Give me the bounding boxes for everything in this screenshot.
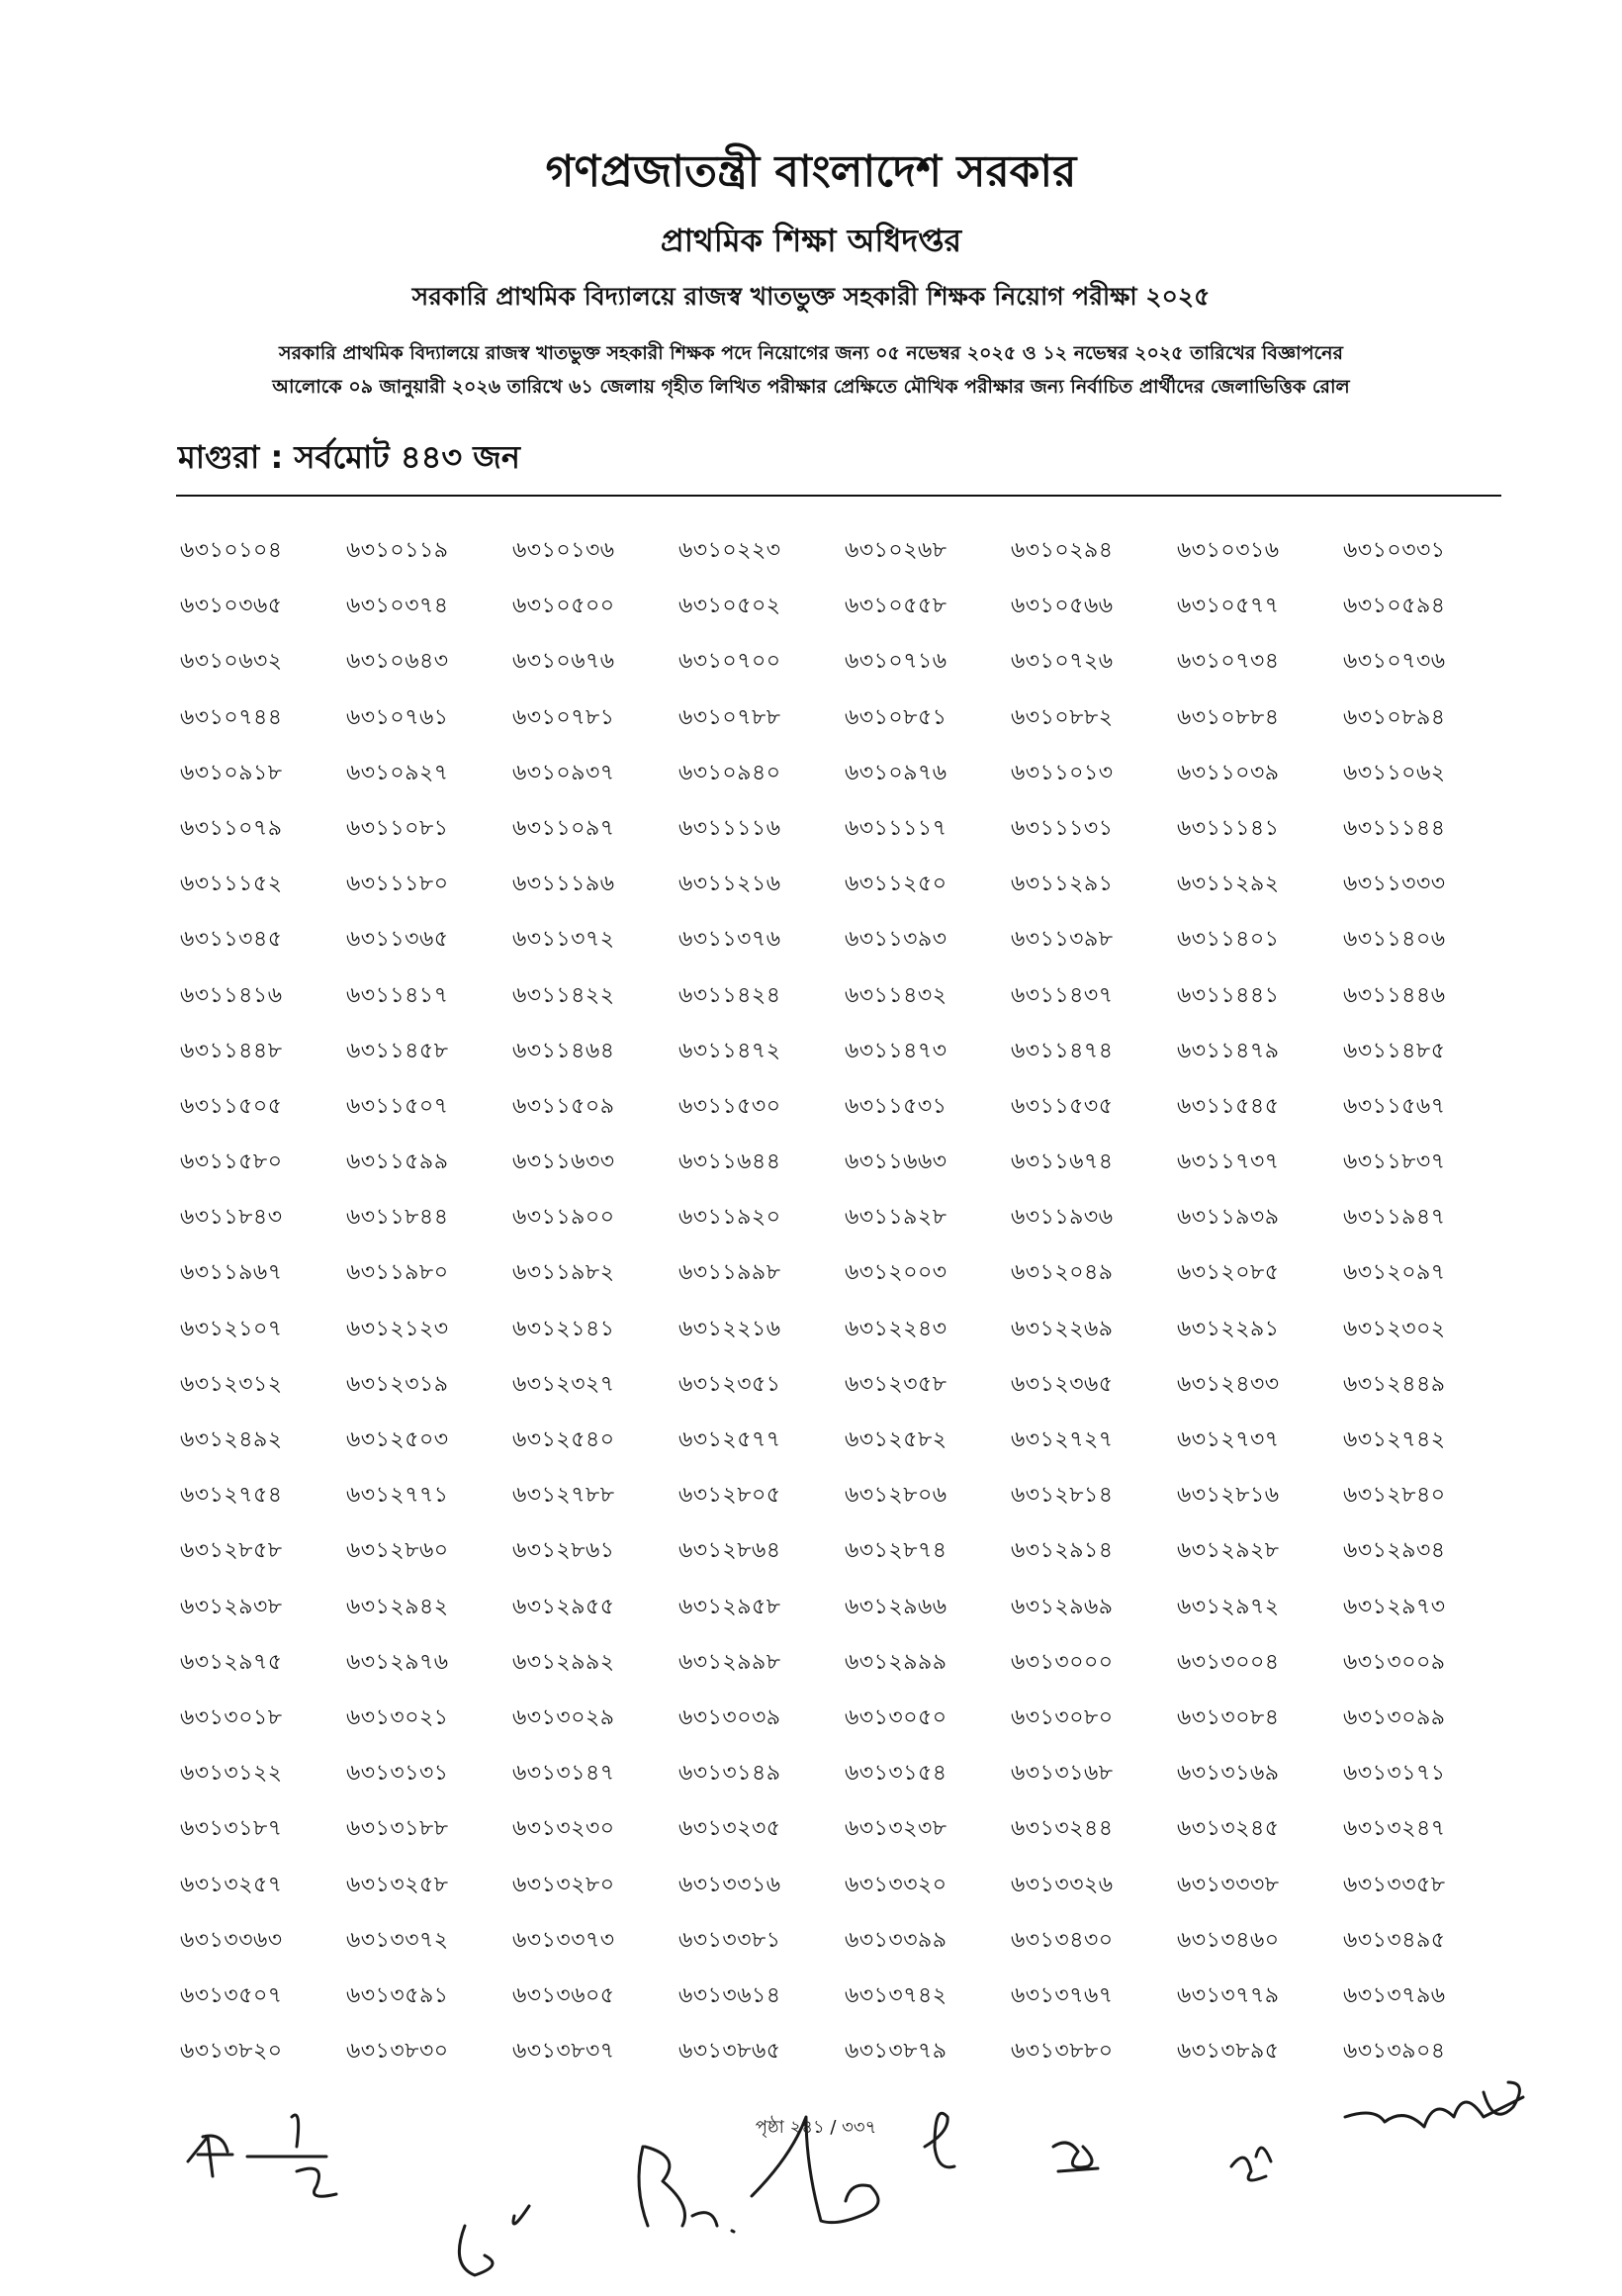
roll-number: ৬৩১১৪২২ xyxy=(512,982,615,1008)
roll-number: ৬৩১১১১৬ xyxy=(678,815,781,841)
roll-number: ৬৩১৩৭৬৭ xyxy=(1011,1982,1114,2008)
roll-number: ৬৩১২৭৫৪ xyxy=(180,1483,283,1509)
roll-number: ৬৩১২৯৭২ xyxy=(1177,1594,1280,1619)
roll-number: ৬৩১২৪৪৯ xyxy=(1343,1371,1446,1397)
roll-number: ৬৩১২৯৫৮ xyxy=(678,1594,781,1619)
roll-number: ৬৩১২০৮৫ xyxy=(1177,1260,1280,1286)
roll-number: ৬৩১৩৭৯৬ xyxy=(1343,1982,1446,2008)
roll-number: ৬৩১০৮৮৪ xyxy=(1177,704,1280,730)
roll-number: ৬৩১১১৫২ xyxy=(180,872,283,897)
roll-number: ৬৩১১১৯৬ xyxy=(512,872,615,897)
roll-number: ৬৩১১২৯১ xyxy=(1011,872,1114,897)
roll-number: ৬৩১০৬৭৬ xyxy=(512,649,615,675)
roll-number: ৬৩১০৫৫৮ xyxy=(845,594,947,619)
roll-number: ৬৩১০৭১৬ xyxy=(845,649,947,675)
roll-number: ৬৩১০৫৬৬ xyxy=(1011,594,1114,619)
roll-number: ৬৩১২৮০৫ xyxy=(678,1483,781,1509)
roll-number: ৬৩১২৮৬০ xyxy=(346,1538,449,1564)
roll-number: ৬৩১৩১৮৭ xyxy=(180,1816,283,1842)
roll-number: ৬৩১১৩৯৮ xyxy=(1011,927,1114,953)
roll-number: ৬৩১১১৪১ xyxy=(1177,815,1280,841)
roll-number: ৬৩১২৭২৭ xyxy=(1011,1427,1114,1452)
roll-number: ৬৩১৩৩৫৮ xyxy=(1343,1872,1446,1897)
roll-number: ৬৩১২৯১৪ xyxy=(1011,1538,1114,1564)
roll-number: ৬৩১২১২৩ xyxy=(346,1316,449,1341)
roll-number: ৬৩১১৪৪৬ xyxy=(1343,982,1446,1008)
roll-number: ৬৩১১২৯২ xyxy=(1177,872,1280,897)
roll-number: ৬৩১৩৩৭২ xyxy=(346,1927,449,1953)
roll-number: ৬৩১১০৯৭ xyxy=(512,815,615,841)
roll-number: ৬৩১৩২৮০ xyxy=(512,1872,615,1897)
roll-number: ৬৩১২৯৭৩ xyxy=(1343,1594,1446,1619)
roll-number: ৬৩১৩১৭১ xyxy=(1343,1761,1446,1787)
roll-number: ৬৩১০২৯৪ xyxy=(1011,538,1114,563)
roll-number: ৬৩১১৩৭২ xyxy=(512,927,615,953)
roll-number: ৬৩১৩২৪৭ xyxy=(1343,1816,1446,1842)
roll-number: ৬৩১১০৭৯ xyxy=(180,815,283,841)
roll-number: ৬৩১১৪১৬ xyxy=(180,982,283,1008)
roll-number: ৬৩১১৯৪৭ xyxy=(1343,1205,1446,1231)
roll-number: ৬৩১১৩৪৫ xyxy=(180,927,283,953)
roll-number: ৬৩১২৩১২ xyxy=(180,1371,283,1397)
roll-number: ৬৩১৩২৩০ xyxy=(512,1816,615,1842)
roll-number: ৬৩১০২৬৮ xyxy=(845,538,947,563)
roll-number: ৬৩১০৭২৬ xyxy=(1011,649,1114,675)
signature-6 xyxy=(1231,2148,1271,2180)
roll-number: ৬৩১৩৮৮০ xyxy=(1011,2039,1114,2065)
roll-number: ৬৩১০৯৪০ xyxy=(678,760,781,785)
roll-number: ৬৩১৩০২৯ xyxy=(512,1704,615,1730)
roll-number: ৬৩১২৯৬৯ xyxy=(1011,1594,1114,1619)
roll-number: ৬৩১২৯৯২ xyxy=(512,1649,615,1675)
roll-number: ৬৩১৩০৮৪ xyxy=(1177,1704,1280,1730)
roll-number: ৬৩১২১৪১ xyxy=(512,1316,615,1341)
roll-number: ৬৩১৩২৩৮ xyxy=(845,1816,947,1842)
roll-number: ৬৩১২৫৪০ xyxy=(512,1427,615,1452)
roll-number: ৬৩১৩০৮০ xyxy=(1011,1704,1114,1730)
roll-number: ৬৩১২০৯৭ xyxy=(1343,1260,1446,1286)
roll-number: ৬৩১২৪৩৩ xyxy=(1177,1371,1280,1397)
roll-number: ৬৩১১৯২০ xyxy=(678,1205,781,1231)
roll-number: ৬৩১০৯৩৭ xyxy=(512,760,615,785)
roll-number: ৬৩১০১১৯ xyxy=(346,538,449,563)
roll-number: ৬৩১২৮৪০ xyxy=(1343,1483,1446,1509)
roll-number: ৬৩১১৪০৬ xyxy=(1343,927,1446,953)
roll-number: ৬৩১৩৭৭৯ xyxy=(1177,1982,1280,2008)
roll-number: ৬৩১৩৩২০ xyxy=(845,1872,947,1897)
roll-number: ৬৩১২৭৮৮ xyxy=(512,1483,615,1509)
roll-number: ৬৩১১৯৮০ xyxy=(346,1260,449,1286)
roll-number: ৬৩১২৮১৬ xyxy=(1177,1483,1280,1509)
roll-number: ৬৩১২৯৩৪ xyxy=(1343,1538,1446,1564)
roll-number: ৬৩১৩০০৯ xyxy=(1343,1649,1446,1675)
roll-number: ৬৩১১৮৪৪ xyxy=(346,1205,449,1231)
government-title: গণপ্রজাতন্ত্রী বাংলাদেশ সরকার xyxy=(545,146,1077,197)
roll-number: ৬৩১৩৮৩০ xyxy=(346,2039,449,2065)
roll-number: ৬৩১০৩৩১ xyxy=(1343,538,1446,563)
roll-number: ৬৩১১৬৩৩ xyxy=(512,1149,615,1175)
roll-number: ৬৩১১৪৫৮ xyxy=(346,1038,449,1063)
roll-number: ৬৩১২৯৪২ xyxy=(346,1594,449,1619)
roll-number: ৬৩১১৪৮৫ xyxy=(1343,1038,1446,1063)
roll-number: ৬৩১০৫০২ xyxy=(678,594,781,619)
description-line-1: সরকারি প্রাথমিক বিদ্যালয়ে রাজস্ব খাতভুক্ত সহকারী শিক্ষক পদে নিয়োগের জন্য ০৫ নভেম্বর ২০২৫ ও ১২ নভেম্বর ২০২৫ তারিখের বিজ্ঞাপনের xyxy=(279,342,1343,364)
roll-number: ৬৩১০৭৪৪ xyxy=(180,704,283,730)
roll-number: ৬৩১১৯৩৯ xyxy=(1177,1205,1280,1231)
roll-number: ৬৩১২৭৩৭ xyxy=(1177,1427,1280,1452)
roll-number: ৬৩১২৮৬৪ xyxy=(678,1538,781,1564)
roll-number: ৬৩১০৭৩৬ xyxy=(1343,649,1446,675)
roll-number: ৬৩১১২৫০ xyxy=(845,872,947,897)
district-heading: মাগুরা : সর্বমোট ৪৪৩ জন xyxy=(178,438,521,476)
roll-number: ৬৩১০৯৭৬ xyxy=(845,760,947,785)
roll-number: ৬৩১১১৩১ xyxy=(1011,815,1114,841)
roll-number: ৬৩১১৪৪১ xyxy=(1177,982,1280,1008)
roll-number: ৬৩১১০৩৯ xyxy=(1177,760,1280,785)
roll-number: ৬৩১২৩২৭ xyxy=(512,1371,615,1397)
roll-number: ৬৩১১৫৩০ xyxy=(678,1093,781,1119)
roll-number: ৬৩১৩৯০৪ xyxy=(1343,2039,1446,2065)
roll-number: ৬৩১২৪৯২ xyxy=(180,1427,283,1452)
roll-number: ৬৩১৩০৩৯ xyxy=(678,1704,781,1730)
roll-number: ৬৩১২৯৯৯ xyxy=(845,1649,947,1675)
roll-number: ৬৩১০৩১৬ xyxy=(1177,538,1280,563)
roll-number: ৬৩১০১৩৬ xyxy=(512,538,615,563)
roll-number: ৬৩১০৫০০ xyxy=(512,594,615,619)
roll-number: ৬৩১০৯২৭ xyxy=(346,760,449,785)
roll-number: ৬৩১৩১৫৪ xyxy=(845,1761,947,1787)
roll-number: ৬৩১১৪০১ xyxy=(1177,927,1280,953)
exam-title: সরকারি প্রাথমিক বিদ্যালয়ে রাজস্ব খাতভুক্ত সহকারী শিক্ষক নিয়োগ পরীক্ষা ২০২৫ xyxy=(411,282,1211,311)
roll-number: ৬৩১১৯২৮ xyxy=(845,1205,947,1231)
signature-1 xyxy=(188,2115,336,2196)
roll-number: ৬৩১৩১৮৮ xyxy=(346,1816,449,1842)
roll-number: ৬৩১২৫০৩ xyxy=(346,1427,449,1452)
roll-number: ৬৩১৩১৩১ xyxy=(346,1761,449,1787)
roll-number: ৬৩১২২৯১ xyxy=(1177,1316,1280,1341)
signatures xyxy=(0,2077,1622,2295)
roll-number: ৬৩১২৩০২ xyxy=(1343,1316,1446,1341)
roll-number: ৬৩১১৫০৯ xyxy=(512,1093,615,1119)
roll-number: ৬৩১২৩৫১ xyxy=(678,1371,781,1397)
signature-3 xyxy=(639,2147,734,2232)
roll-number: ৬৩১২৫৭৭ xyxy=(678,1427,781,1452)
roll-number: ৬৩১১৫৩৫ xyxy=(1011,1093,1114,1119)
signature-7 xyxy=(1345,2082,1523,2127)
roll-number: ৬৩১২০৪৯ xyxy=(1011,1260,1114,1286)
roll-number: ৬৩১০৭৬১ xyxy=(346,704,449,730)
roll-number: ৬৩১২৩৫৮ xyxy=(845,1371,947,1397)
roll-number: ৬৩১১৬৭৪ xyxy=(1011,1149,1114,1175)
signature-2 xyxy=(459,2206,529,2275)
roll-number: ৬৩১১৪৩৭ xyxy=(1011,982,1114,1008)
roll-number: ৬৩১১৮৩৭ xyxy=(1343,1149,1446,1175)
roll-number: ৬৩১৩৫০৭ xyxy=(180,1982,283,2008)
roll-number: ৬৩১৩৩৬৩ xyxy=(180,1927,283,1953)
roll-number: ৬৩১১৪৭২ xyxy=(678,1038,781,1063)
signature-5 xyxy=(1053,2143,1098,2171)
roll-number: ৬৩১২৭৪২ xyxy=(1343,1427,1446,1452)
roll-number: ৬৩১১৯৮২ xyxy=(512,1260,615,1286)
roll-number: ৬৩১৩৮৯৫ xyxy=(1177,2039,1280,2065)
roll-number: ৬৩১২৮৫৮ xyxy=(180,1538,283,1564)
roll-number: ৬৩১১৪৭৪ xyxy=(1011,1038,1114,1063)
description xyxy=(158,336,1464,404)
roll-number: ৬৩১৩৪৩০ xyxy=(1011,1927,1114,1953)
roll-number: ৬৩১৩০০৪ xyxy=(1177,1649,1280,1675)
roll-number: ৬৩১৩৩৭৩ xyxy=(512,1927,615,1953)
roll-number: ৬৩১২৯৭৬ xyxy=(346,1649,449,1675)
roll-number: ৬৩১১০৮১ xyxy=(346,815,449,841)
roll-number: ৬৩১২৮৬১ xyxy=(512,1538,615,1564)
roll-number: ৬৩১১৫৯৯ xyxy=(346,1149,449,1175)
roll-number: ৬৩১৩১৪৭ xyxy=(512,1761,615,1787)
roll-number: ৬৩১৩০৫০ xyxy=(845,1704,947,1730)
roll-number: ৬৩১১৪৭৯ xyxy=(1177,1038,1280,1063)
roll-number: ৬৩১০৯১৮ xyxy=(180,760,283,785)
roll-number: ৬৩১১৯৬৭ xyxy=(180,1260,283,1286)
roll-number: ৬৩১১৬৪৪ xyxy=(678,1149,781,1175)
roll-number: ৬৩১১৪১৭ xyxy=(346,982,449,1008)
roll-number: ৬৩১৩১৬৯ xyxy=(1177,1761,1280,1787)
roll-number: ৬৩১২২৬৯ xyxy=(1011,1316,1114,1341)
roll-number: ৬৩১০৮৮২ xyxy=(1011,704,1114,730)
roll-number: ৬৩১১৪৪৮ xyxy=(180,1038,283,1063)
roll-number: ৬৩১৩৮২০ xyxy=(180,2039,283,2065)
roll-number: ৬৩১০৫৯৪ xyxy=(1343,594,1446,619)
roll-number: ৬৩১১৫৪৫ xyxy=(1177,1093,1280,1119)
roll-number: ৬৩১৩২৫৮ xyxy=(346,1872,449,1897)
roll-number: ৬৩১৩০০০ xyxy=(1011,1649,1114,1675)
roll-number: ৬৩১৩১৬৮ xyxy=(1011,1761,1114,1787)
roll-number: ৬৩১৩৬০৫ xyxy=(512,1982,615,2008)
roll-number: ৬৩১০৬৪৩ xyxy=(346,649,449,675)
roll-number: ৬৩১১৩৬৫ xyxy=(346,927,449,953)
roll-number: ৬৩১৩৮৭৯ xyxy=(845,2039,947,2065)
roll-number: ৬৩১৩৭৪২ xyxy=(845,1982,947,2008)
roll-number: ৬৩১১৩৯৩ xyxy=(845,927,947,953)
roll-number: ৬৩১১২১৬ xyxy=(678,872,781,897)
roll-number: ৬৩১৩৫৯১ xyxy=(346,1982,449,2008)
roll-number: ৬৩১১০৬২ xyxy=(1343,760,1446,785)
roll-number: ৬৩১০৩৬৫ xyxy=(180,594,283,619)
roll-number: ৬৩১১৯০০ xyxy=(512,1205,615,1231)
roll-number: ৬৩১১৬৬৩ xyxy=(845,1149,947,1175)
roll-number: ৬৩১০১০৪ xyxy=(180,538,283,563)
roll-number: ৬৩১০৫৭৭ xyxy=(1177,594,1280,619)
roll-number: ৬৩১৩০১৮ xyxy=(180,1704,283,1730)
roll-number: ৬৩১১৫৩১ xyxy=(845,1093,947,1119)
roll-number: ৬৩১১৭৩৭ xyxy=(1177,1149,1280,1175)
roll-number: ৬৩১৩৮৬৫ xyxy=(678,2039,781,2065)
roll-number: ৬৩১১৫৮০ xyxy=(180,1149,283,1175)
roll-number: ৬৩১০৬৩২ xyxy=(180,649,283,675)
roll-number: ৬৩১২৯২৮ xyxy=(1177,1538,1280,1564)
roll-number: ৬৩১৩৬১৪ xyxy=(678,1982,781,2008)
roll-number: ৬৩১১১১৭ xyxy=(845,815,947,841)
roll-number: ৬৩১৩২৫৭ xyxy=(180,1872,283,1897)
roll-number: ৬৩১১১৮০ xyxy=(346,872,449,897)
roll-number: ৬৩১১৩৭৬ xyxy=(678,927,781,953)
divider xyxy=(176,495,1501,497)
roll-number: ৬৩১২৮১৪ xyxy=(1011,1483,1114,1509)
roll-number: ৬৩১২২১৬ xyxy=(678,1316,781,1341)
roll-number: ৬৩১২৭৭১ xyxy=(346,1483,449,1509)
roll-number: ৬৩১০৭৩৪ xyxy=(1177,649,1280,675)
roll-number: ৬৩১১৮৪৩ xyxy=(180,1205,283,1231)
roll-number: ৬৩১১৪৩২ xyxy=(845,982,947,1008)
roll-number: ৬৩১২৮০৬ xyxy=(845,1483,947,1509)
description-line-2: আলোকে ০৯ জানুয়ারী ২০২৬ তারিখে ৬১ জেলায় গৃহীত লিখিত পরীক্ষার প্রেক্ষিতে মৌখিক পরীক্ষার জন্য নির্বাচিত প্রার্থীদের জেলাভিত্তিক রোল xyxy=(272,376,1350,398)
roll-number-grid xyxy=(180,539,1505,2095)
roll-number: ৬৩১০৩৭৪ xyxy=(346,594,449,619)
roll-number: ৬৩১৩২৪৫ xyxy=(1177,1816,1280,1842)
roll-number: ৬৩১১৪৬৪ xyxy=(512,1038,615,1063)
roll-number: ৬৩১২১০৭ xyxy=(180,1316,283,1341)
roll-number: ৬৩১৩১৪৯ xyxy=(678,1761,781,1787)
roll-number: ৬৩১৩৪৯৫ xyxy=(1343,1927,1446,1953)
roll-number: ৬৩১৩৩৩৮ xyxy=(1177,1872,1280,1897)
roll-number: ৬৩১৩৪৬০ xyxy=(1177,1927,1280,1953)
roll-number: ৬৩১১৫০৭ xyxy=(346,1093,449,1119)
roll-number: ৬৩১২৮৭৪ xyxy=(845,1538,947,1564)
roll-number: ৬৩১১৪২৪ xyxy=(678,982,781,1008)
roll-number: ৬৩১০৮৯৪ xyxy=(1343,704,1446,730)
roll-number: ৬৩১৩১২২ xyxy=(180,1761,283,1787)
roll-number: ৬৩১০৮৫১ xyxy=(845,704,947,730)
roll-number: ৬৩১২২৪৩ xyxy=(845,1316,947,1341)
roll-number: ৬৩১৩৩২৬ xyxy=(1011,1872,1114,1897)
roll-number: ৬৩১১৪৭৩ xyxy=(845,1038,947,1063)
roll-number: ৬৩১২৯৬৬ xyxy=(845,1594,947,1619)
roll-number: ৬৩১৩৮৩৭ xyxy=(512,2039,615,2065)
roll-number: ৬৩১৩২৩৫ xyxy=(678,1816,781,1842)
roll-number: ৬৩১২৩১৯ xyxy=(346,1371,449,1397)
roll-number: ৬৩১২৯৭৫ xyxy=(180,1649,283,1675)
roll-number: ৬৩১৩৩১৬ xyxy=(678,1872,781,1897)
page-number: পৃষ্ঠা ২৪১ / ৩৩৭ xyxy=(755,2117,877,2138)
roll-number: ৬৩১২৫৮২ xyxy=(845,1427,947,1452)
roll-number: ৬৩১০৭০০ xyxy=(678,649,781,675)
directorate-title: প্রাথমিক শিক্ষা অধিদপ্তর xyxy=(660,222,962,259)
roll-number: ৬৩১০৭৮১ xyxy=(512,704,615,730)
roll-number: ৬৩১২৩৬৫ xyxy=(1011,1371,1114,1397)
roll-number: ৬৩১৩২৪৪ xyxy=(1011,1816,1114,1842)
roll-number: ৬৩১৩০৯৯ xyxy=(1343,1704,1446,1730)
roll-number: ৬৩১৩০২১ xyxy=(346,1704,449,1730)
roll-number: ৬৩১১৫৬৭ xyxy=(1343,1093,1446,1119)
roll-number: ৬৩১০২২৩ xyxy=(678,538,781,563)
roll-number: ৬৩১১৫০৫ xyxy=(180,1093,283,1119)
roll-number: ৬৩১০৭৮৮ xyxy=(678,704,781,730)
roll-number: ৬৩১১৯৩৬ xyxy=(1011,1205,1114,1231)
roll-number: ৬৩১৩৩৮১ xyxy=(678,1927,781,1953)
roll-number: ৬৩১২৯৫৫ xyxy=(512,1594,615,1619)
roll-number: ৬৩১১৩৩৩ xyxy=(1343,872,1446,897)
roll-number: ৬৩১৩৩৯৯ xyxy=(845,1927,947,1953)
roll-number: ৬৩১২০০৩ xyxy=(845,1260,947,1286)
roll-number: ৬৩১১০১৩ xyxy=(1011,760,1114,785)
signature-4 xyxy=(752,2113,954,2222)
roll-number: ৬৩১২৯৯৮ xyxy=(678,1649,781,1675)
roll-number: ৬৩১১৯৯৮ xyxy=(678,1260,781,1286)
roll-number: ৬৩১১১৪৪ xyxy=(1343,815,1446,841)
roll-number: ৬৩১২৯৩৮ xyxy=(180,1594,283,1619)
